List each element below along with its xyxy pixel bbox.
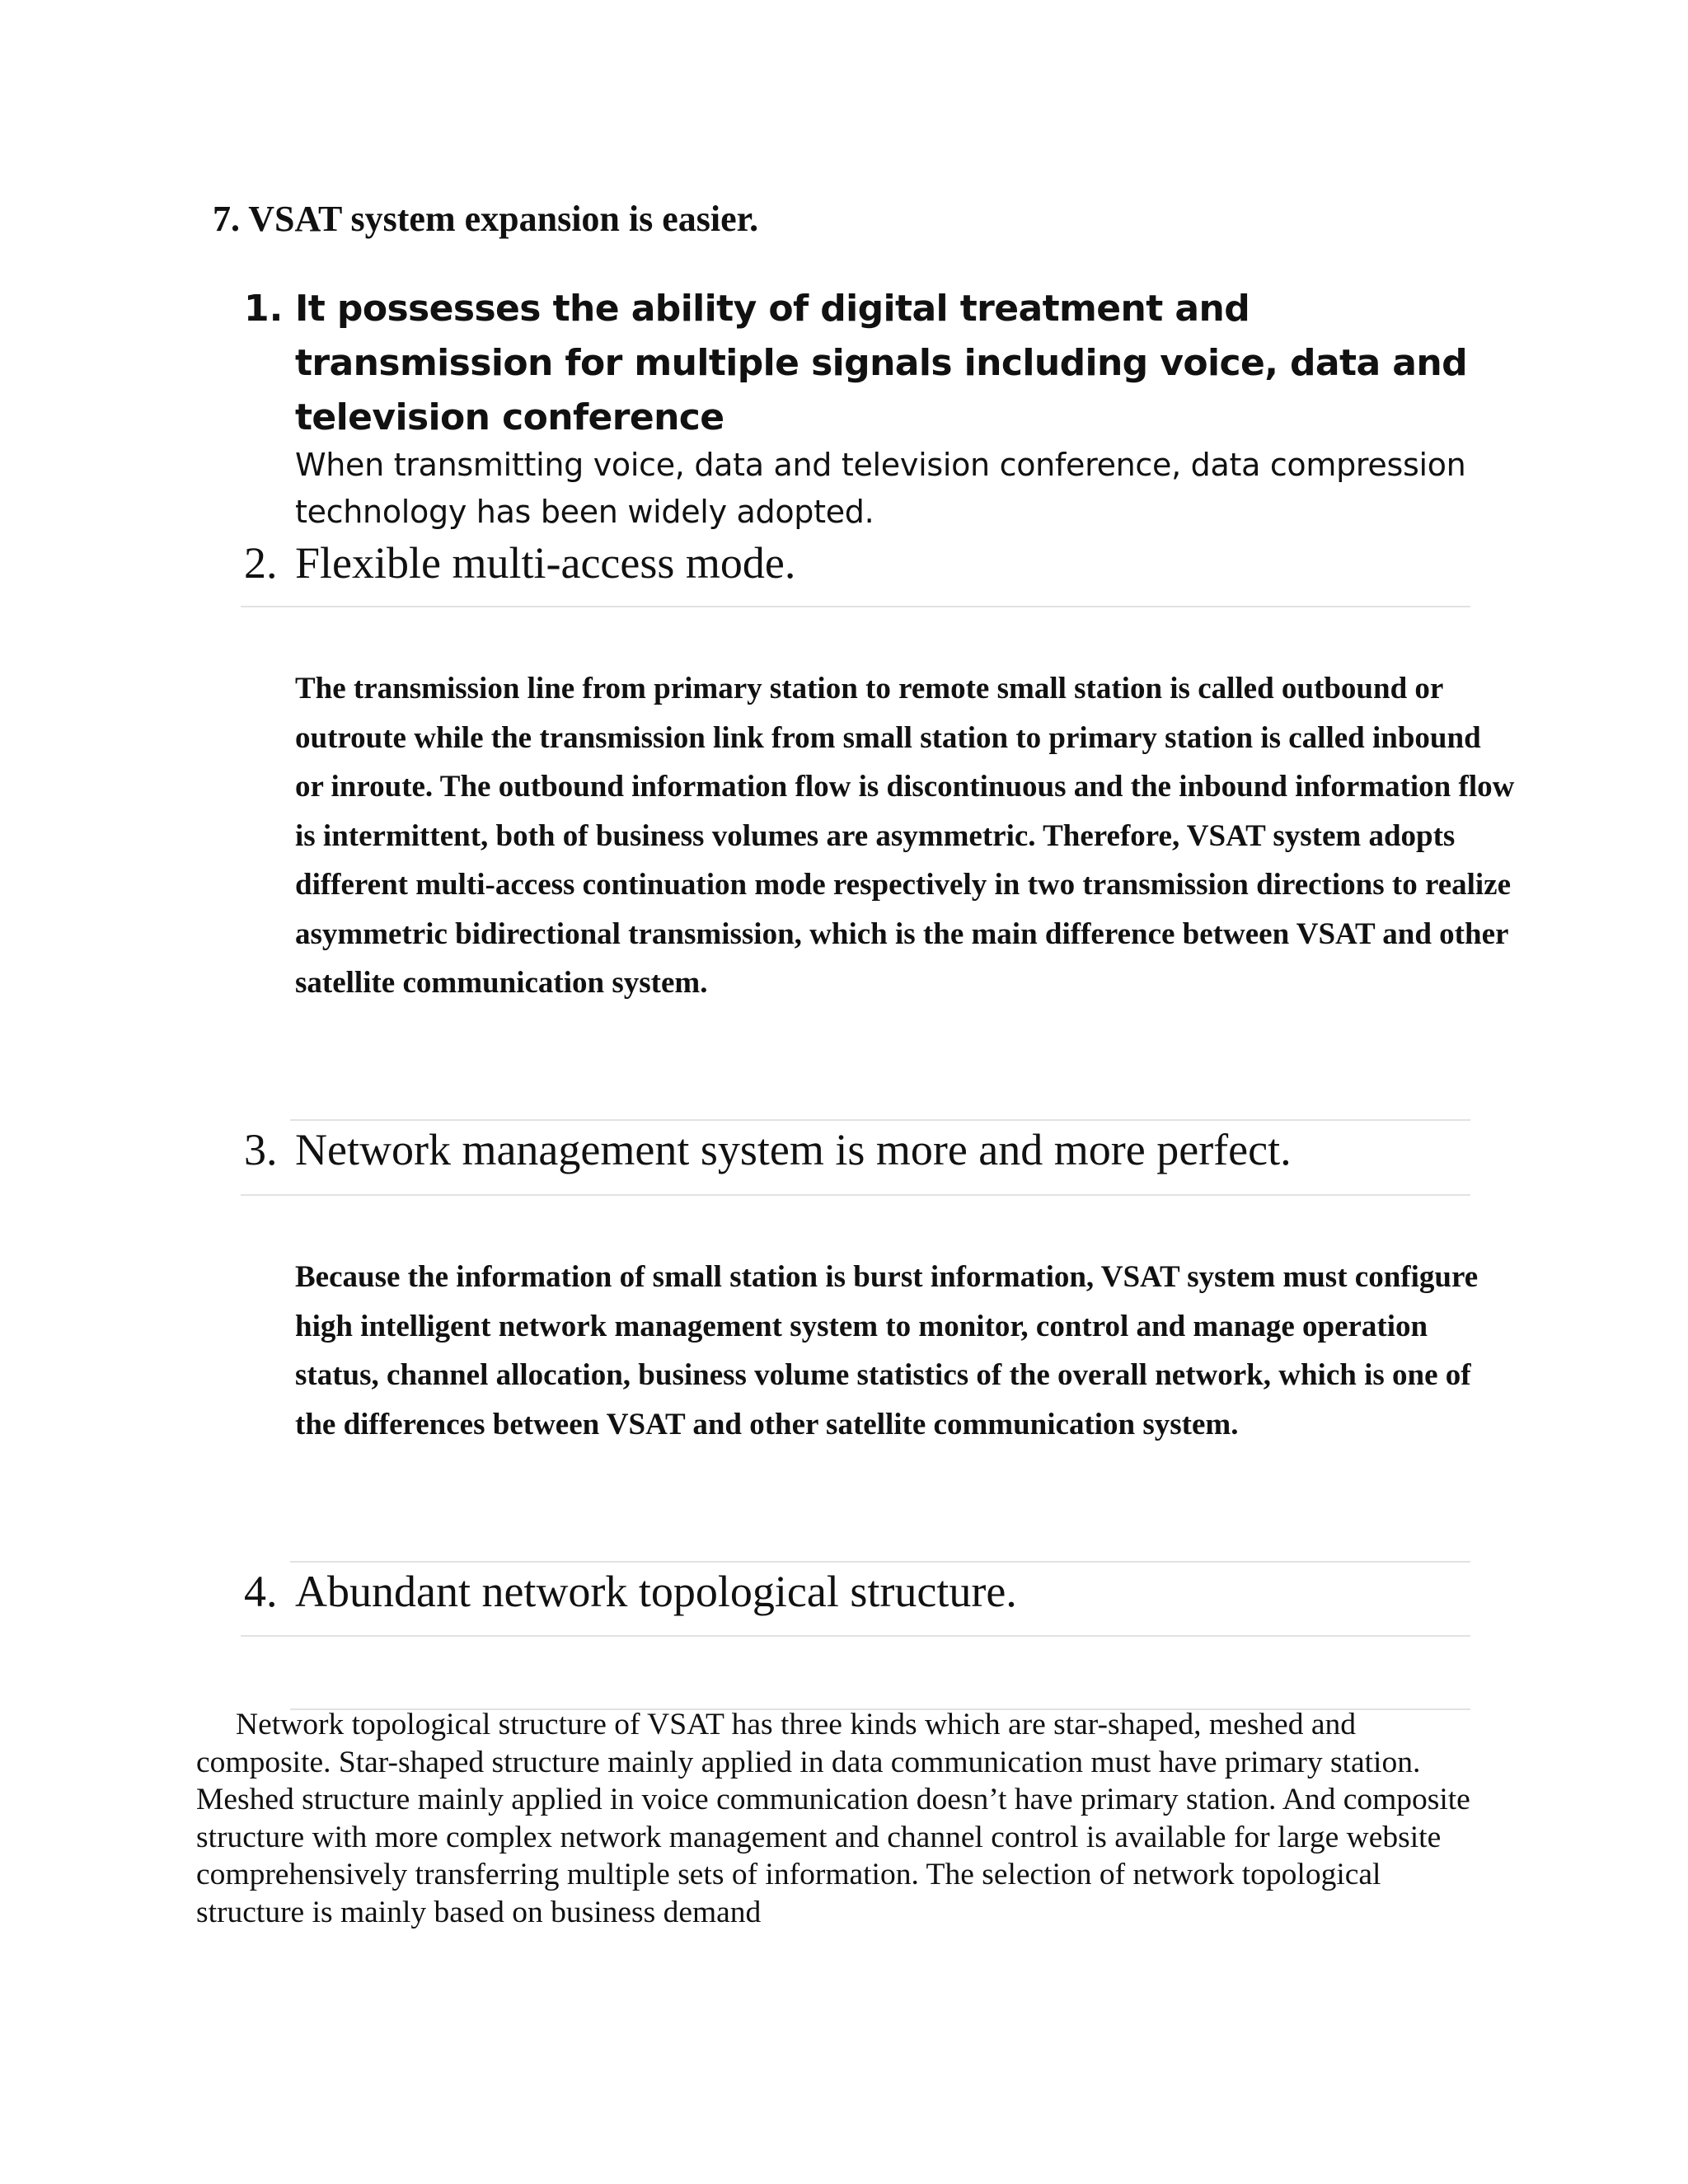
list-item-title: Flexible multi-access mode. — [295, 538, 796, 588]
list-item-body: The transmission line from primary station to remote small station is called outbound or outroute while the transmission link from small station to primary station is called inbound or inroute. The outbound information flow is discontinuous and the inbound information flow is intermittent, both of business volumes are asymmetric. Therefore, VSAT system adopts different multi-access continuation mode respectively in two transmission directions to realize asymmetric bidirectional transmission, which is the main difference between VSAT and other satellite communication system. — [295, 672, 1515, 1000]
list-item-body: Network topological structure of VSAT has three kinds which are star-shaped, meshed and composite. Star-shaped structure mainly applied in data communication must have primary station. Meshed structure mainly applied in voice communication doesn’t have primary station. And composite structure with more complex network management and channel control is available for large website comprehensively transferring multiple sets of information. The selection of network topological structure is mainly based on business demand — [196, 1708, 1470, 1929]
list-item-title: Network management system is more and more perfect. — [295, 1125, 1292, 1174]
list-item-title: Abundant network topological structure. — [295, 1567, 1017, 1616]
list-item-body: Because the information of small station is burst information, VSAT system must configure high intelligent network management system to monitor, control and manage operation status, channel allocation, business volume statistics of the overall network, which is one of the differences between VSAT and other satellite communication system. — [295, 1260, 1479, 1441]
list-item-body: When transmitting voice, data and television conference, data compression technology has been widely adopted. — [295, 447, 1466, 530]
divider — [241, 1635, 1470, 1637]
list-number: 1. — [244, 288, 284, 330]
divider — [241, 1194, 1470, 1196]
list-number: 2. — [244, 538, 278, 588]
divider — [241, 606, 1470, 607]
divider — [290, 1561, 1470, 1563]
list-number: 3. — [244, 1125, 278, 1174]
divider — [290, 1119, 1470, 1121]
list-number: 4. — [244, 1567, 278, 1616]
section-heading: 7. VSAT system expansion is easier. — [213, 199, 759, 239]
list-item-title: It possesses the ability of digital treatment and transmission for multiple signals including voice, data and television conference — [295, 288, 1467, 438]
